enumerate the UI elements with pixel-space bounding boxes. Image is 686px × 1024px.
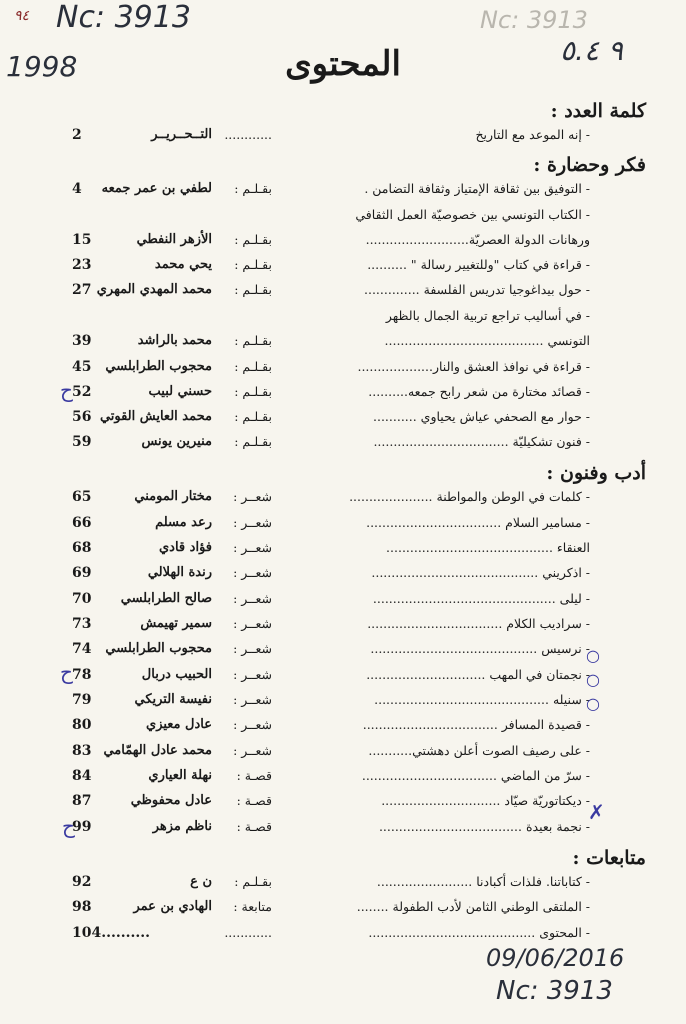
pen-circle-1: ○	[586, 646, 600, 665]
toc-entry-title: - الكتاب التونسي بين خصوصيّة العمل الثقافي	[355, 207, 590, 222]
toc-entry-title: - الملتقى الوطني الثامن لأدب الطفولة ........	[356, 899, 590, 914]
toc-entry-byline-label: شعــر :	[233, 641, 272, 656]
toc-entry-title: - ديكتاتوريّة صيّاد ..............................	[381, 793, 590, 808]
toc-entry-title: - قصائد مختارة من شعر رابح جمعه..........	[368, 384, 590, 399]
toc-entry-title: - المحتوى ..........................................	[368, 925, 590, 940]
toc-entry-author: عادل محفوظي	[130, 793, 212, 808]
toc-entry-page: 4	[72, 181, 82, 197]
handwritten-ref-bottom: Nc: 3913	[496, 976, 613, 1006]
toc-entry-title: - اذكريني ..........................................	[371, 565, 590, 580]
toc-entry-byline-label: شعــر :	[233, 540, 272, 555]
toc-entry	[72, 562, 590, 584]
toc-entry-author: حسني لبيب	[148, 384, 212, 399]
toc-entry-page: 70	[72, 591, 92, 607]
toc-entry-byline-label: بقـلـم :	[234, 257, 272, 272]
handwritten-date: 09/06/2016	[486, 944, 625, 972]
toc-entry-byline-label: بقـلـم :	[234, 232, 272, 247]
toc-entry-byline-label: شعــر :	[233, 489, 272, 504]
toc-entry-page: 15	[72, 232, 92, 248]
toc-entry-title: - على رصيف الصوت أعلن دهشتي...........	[368, 743, 590, 758]
toc-entry	[72, 406, 590, 428]
toc-entry-byline-label: بقـلـم :	[234, 282, 272, 297]
toc-entry-author: يحي محمد	[154, 257, 212, 272]
toc-entry-author: نفيسة التريكي	[134, 692, 212, 707]
toc-entry-title: التونسي ........................................	[384, 333, 590, 348]
toc-entry-author: التــحــريــر	[151, 127, 212, 142]
toc-entry-page: 2	[72, 127, 82, 143]
toc-entry-page: 83	[72, 743, 92, 759]
toc-entry-byline-label: قصـة :	[236, 819, 272, 834]
toc-entry-page: 23	[72, 257, 92, 273]
toc-entry-author: صالح الطرابلسي	[120, 591, 212, 606]
toc-entry	[72, 178, 590, 200]
section-heading: أدب وفنون :	[546, 462, 646, 484]
pen-circle-2: ○	[586, 670, 600, 689]
toc-entry-byline-label: بقـلـم :	[234, 409, 272, 424]
toc-entry	[72, 588, 590, 610]
toc-entry-title: - التوفيق بين ثقافة الإمتياز وثقافة التضامن .	[364, 181, 590, 196]
toc-entry-title: - إنه الموعد مع التاريخ	[475, 127, 590, 142]
toc-entry-title: - كلمات في الوطن والمواطنة .....................	[349, 489, 590, 504]
toc-entry-byline-label: شعــر :	[233, 591, 272, 606]
toc-entry-title: - حول بيداغوجيا تدريس الفلسفة ..............	[364, 282, 590, 297]
toc-entry-page: 68	[72, 540, 92, 556]
toc-entry-author: مختار المومني	[134, 489, 212, 504]
toc-entry-title: - قراءة في كتاب "وللتغيير رسالة " ..........	[367, 257, 590, 272]
toc-entry-author: منيرين يونس	[141, 434, 212, 449]
toc-entry	[72, 330, 590, 352]
toc-entry-page: 92	[72, 874, 92, 890]
toc-entry-title: - مسامير السلام ..................................	[366, 515, 590, 530]
toc-entry	[72, 613, 590, 635]
toc-entry-byline-label: قصـة :	[236, 793, 272, 808]
section-heading: كلمة العدد :	[550, 100, 646, 122]
toc-entry-byline-label: قصـة :	[236, 768, 272, 783]
toc-entry	[72, 765, 590, 787]
toc-entry	[72, 279, 590, 301]
toc-entry-title: - قراءة في نوافذ العشق والنار...................	[357, 359, 590, 374]
toc-entry-author: رعد مسلم	[155, 515, 212, 530]
toc-entry	[72, 381, 590, 403]
toc-entry-author: محجوب الطرابلسي	[105, 641, 212, 656]
toc-entry	[72, 537, 590, 559]
toc-entry	[72, 204, 590, 226]
section-heading: فكر وحضارة :	[533, 154, 646, 176]
toc-entry-author: نهلة العياري	[148, 768, 212, 783]
toc-entry-page: 65	[72, 489, 92, 505]
handwritten-issue-number: ٩ ٥.٤	[560, 34, 623, 67]
toc-entry-author: محجوب الطرابلسي	[105, 359, 212, 374]
toc-entry-byline-label: شعــر :	[233, 743, 272, 758]
toc-entry-page: 45	[72, 359, 92, 375]
toc-entry-author: عادل معيزي	[146, 717, 212, 732]
toc-entry-byline-label: بقـلـم :	[234, 359, 272, 374]
toc-entry-author: رندة الهلالي	[147, 565, 212, 580]
toc-entry-author: لطفي بن عمر جمعه	[101, 181, 212, 196]
toc-entry-byline-label: بقـلـم :	[234, 434, 272, 449]
toc-entry	[72, 922, 590, 944]
toc-entry-page: 80	[72, 717, 92, 733]
toc-entry-title: - ليلى ..............................................	[372, 591, 590, 606]
pen-cross-mark: ✗	[588, 800, 605, 824]
toc-entry-page: 59	[72, 434, 92, 450]
toc-entry	[72, 896, 590, 918]
toc-entry-page: 73	[72, 616, 92, 632]
handwritten-year: 1998	[6, 50, 78, 83]
toc-entry	[72, 124, 590, 146]
toc-entry-title: - سنيله ............................................	[374, 692, 590, 707]
toc-entry-title: - نجمة بعيدة ....................................	[378, 819, 590, 834]
toc-entry-title: - في أساليب تراجع تربية الجمال بالظهر	[385, 308, 590, 323]
toc-entry	[72, 229, 590, 251]
toc-entry	[72, 871, 590, 893]
toc-entry-byline-label: بقـلـم :	[234, 181, 272, 196]
toc-entry-page: 27	[72, 282, 92, 298]
toc-entry	[72, 356, 590, 378]
toc-entry-byline-label: شعــر :	[233, 616, 272, 631]
toc-entry-author: محمد العايش القوتي	[99, 409, 212, 424]
toc-entry	[72, 790, 590, 812]
toc-entry-page: 66	[72, 515, 92, 531]
toc-entry-title: - نجمتان في المهب ..............................	[366, 667, 590, 682]
toc-entry	[72, 714, 590, 736]
toc-entry-byline-label: متابعة :	[233, 899, 272, 914]
toc-entry-byline-label: شعــر :	[233, 717, 272, 732]
toc-entry-title: ورهانات الدولة العصريّة..........................	[365, 232, 590, 247]
toc-entry-byline-label: ............	[224, 925, 272, 940]
pen-mark-ha: ح	[60, 378, 73, 402]
toc-entry-page: 78	[72, 667, 92, 683]
toc-entry-title: العنقاء ..........................................	[386, 540, 590, 555]
toc-entry-title: - سراديب الكلام ..................................	[367, 616, 590, 631]
toc-entry	[72, 816, 590, 838]
toc-entry-title: - نرسيس ..........................................	[370, 641, 590, 656]
toc-entry	[72, 740, 590, 762]
toc-entry-author: محمد بالراشد	[137, 333, 212, 348]
toc-entry-author: فؤاد قادي	[159, 540, 212, 555]
toc-entry-byline-label: ............	[224, 127, 272, 142]
toc-entry-page: 84	[72, 768, 92, 784]
toc-entry-title: - حوار مع الصحفي عياش يحياوي ...........	[373, 409, 590, 424]
toc-entry-page: 52	[72, 384, 92, 400]
toc-entry-byline-label: شعــر :	[233, 515, 272, 530]
toc-entry-author: سمير تهيمش	[140, 616, 212, 631]
toc-entry-author: الأزهر النفطي	[136, 232, 212, 247]
toc-entry-byline-label: بقـلـم :	[234, 384, 272, 399]
toc-entry	[72, 689, 590, 711]
toc-entry-author: ن ع	[190, 874, 212, 889]
handwritten-ref-top: Nc: 3913	[56, 0, 191, 35]
toc-entry-page: 98	[72, 899, 92, 915]
toc-entry	[72, 664, 590, 686]
toc-entry-page: 99	[72, 819, 92, 835]
faint-bleed-ref: Nc: 3913	[480, 6, 588, 34]
toc-entry-byline-label: شعــر :	[233, 692, 272, 707]
toc-entry-page: 69	[72, 565, 92, 581]
toc-entry-byline-label: بقـلـم :	[234, 333, 272, 348]
toc-entry	[72, 486, 590, 508]
pen-mark-check: ح	[62, 814, 75, 838]
toc-entry-author: ناظم مزهر	[152, 819, 212, 834]
toc-entry-author: الحبيب دربال	[141, 667, 212, 682]
toc-entry	[72, 512, 590, 534]
toc-entry	[72, 305, 590, 327]
toc-entry-title: - فنون تشكيليّة ..................................	[373, 434, 590, 449]
toc-entry-title: - كتاباتنا. فلذات أكبادنا ........................	[376, 874, 590, 889]
toc-entry-page: 74	[72, 641, 92, 657]
toc-entry-page: 56	[72, 409, 92, 425]
toc-entry	[72, 431, 590, 453]
toc-entry-title: - سرّ من الماضي ..................................	[361, 768, 590, 783]
toc-entry-author: محمد المهدي المهري	[96, 282, 212, 297]
page-title: المحتوى	[285, 44, 401, 84]
toc-entry	[72, 638, 590, 660]
toc-entry-author: الهادي بن عمر	[133, 899, 212, 914]
toc-entry-title: - قصيدة المسافر ..................................	[362, 717, 590, 732]
pen-mark-ha-2: ح	[60, 660, 73, 684]
section-heading: متابعات :	[572, 847, 646, 869]
toc-entry-page: 39	[72, 333, 92, 349]
toc-entry-page: 87	[72, 793, 92, 809]
toc-entry-byline-label: بقـلـم :	[234, 874, 272, 889]
toc-entry-page: 104..........	[72, 925, 150, 941]
handwritten-page-mark: ٩٤	[14, 8, 30, 24]
pen-circle-3: ○	[586, 694, 600, 713]
toc-entry-byline-label: شعــر :	[233, 667, 272, 682]
toc-entry-page: 79	[72, 692, 92, 708]
toc-entry-author: محمد عادل الهمّامي	[103, 743, 212, 758]
toc-entry-byline-label: شعــر :	[233, 565, 272, 580]
toc-entry	[72, 254, 590, 276]
